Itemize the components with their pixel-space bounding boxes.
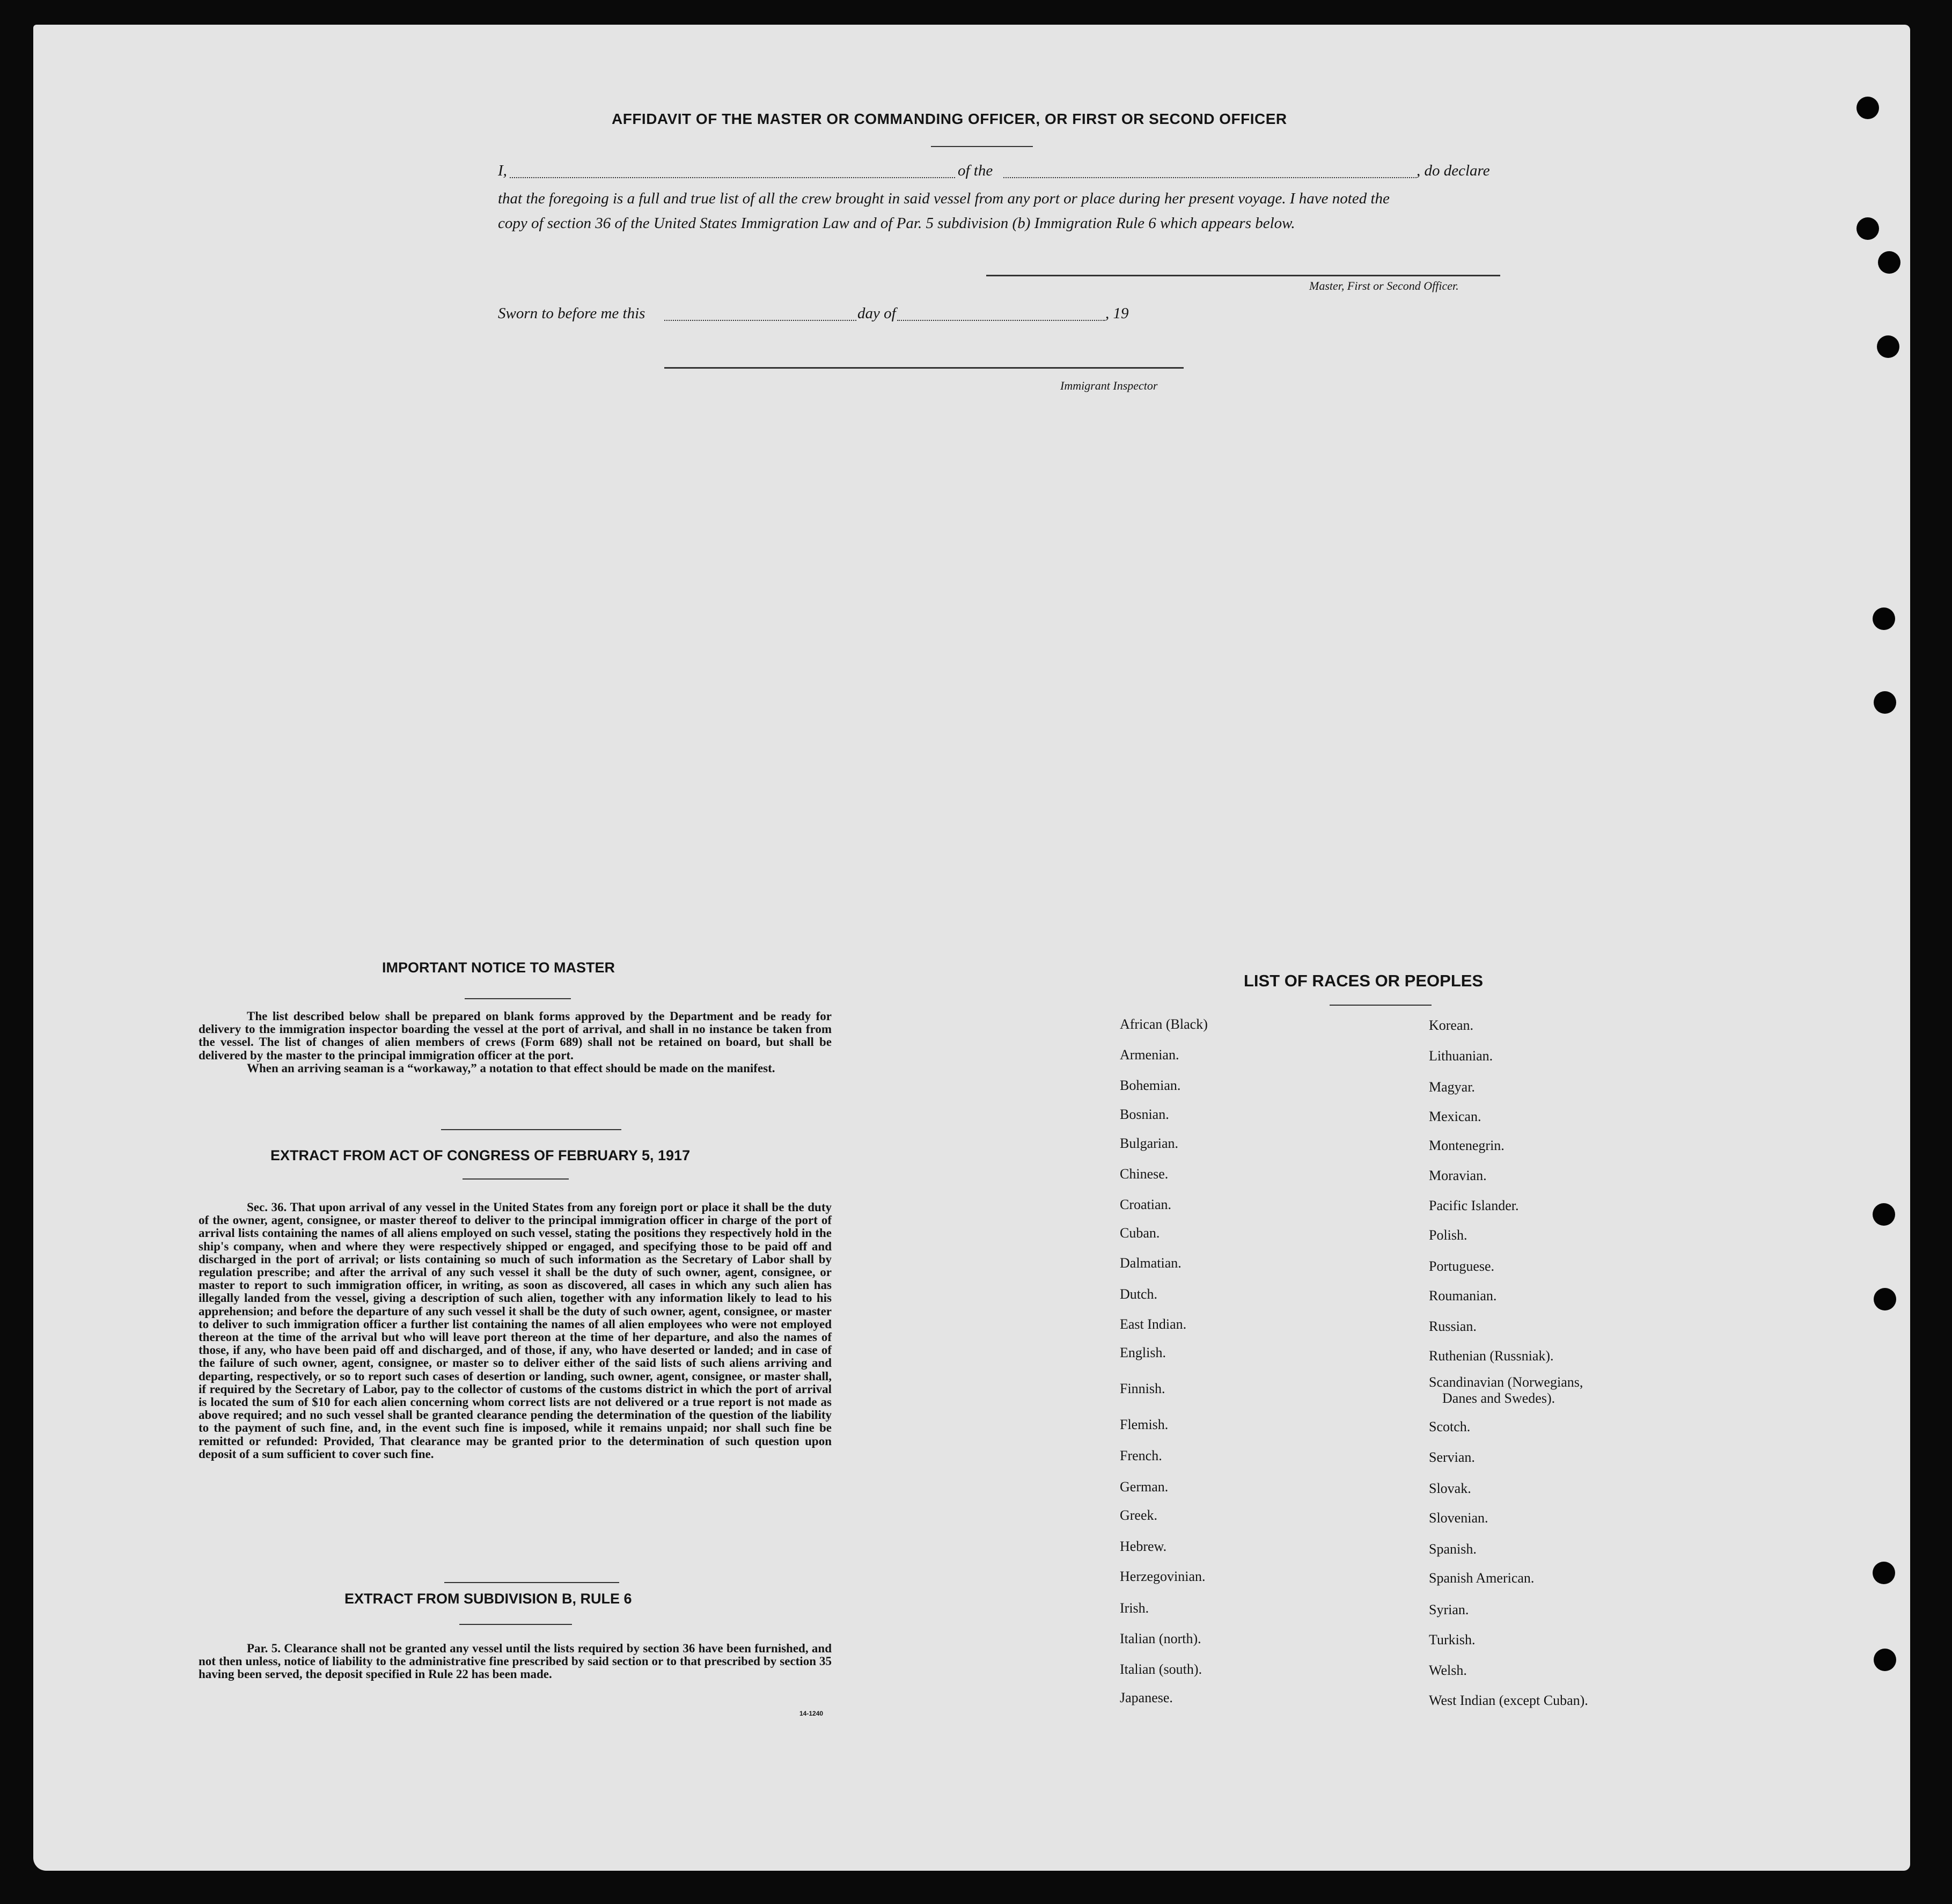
race-item: Cuban. — [1120, 1225, 1160, 1241]
race-item: Mexican. — [1429, 1109, 1481, 1124]
race-item: Greek. — [1120, 1507, 1158, 1523]
race-item: Japanese. — [1120, 1690, 1173, 1705]
race-item: French. — [1120, 1448, 1162, 1463]
race-item: African (Black) — [1120, 1016, 1208, 1032]
race-item: Slovenian. — [1429, 1510, 1488, 1526]
binder-hole — [1856, 97, 1879, 119]
binder-hole — [1878, 251, 1900, 274]
notice-text — [199, 1010, 832, 1075]
race-item: Servian. — [1429, 1449, 1475, 1465]
race-item: Syrian. — [1429, 1602, 1469, 1617]
race-item: Bohemian. — [1120, 1078, 1181, 1093]
binder-hole — [1874, 691, 1896, 714]
race-item: Spanish American. — [1429, 1570, 1535, 1586]
race-item: Polish. — [1429, 1227, 1467, 1243]
race-item: West Indian (except Cuban). — [1429, 1693, 1588, 1708]
race-item: Slovak. — [1429, 1481, 1471, 1496]
sworn-day-field[interactable] — [664, 320, 856, 321]
form-sheet — [33, 25, 1910, 1871]
race-item: Irish. — [1120, 1600, 1149, 1616]
notice-underline — [465, 998, 571, 999]
race-item: Welsh. — [1429, 1663, 1467, 1678]
section-divider — [444, 1582, 619, 1583]
act-extract-text — [199, 1201, 832, 1461]
do-declare-label: , do declare — [1417, 162, 1490, 179]
binder-hole — [1856, 217, 1879, 240]
day-of-label: day of — [857, 305, 896, 322]
race-item: Hebrew. — [1120, 1539, 1167, 1554]
race-item: Armenian. — [1120, 1047, 1179, 1063]
affidavit-line-2: that the foregoing is a full and true list of all the crew brought in said vessel from any port or place during her present voyage. I have noted the — [498, 190, 1390, 207]
binder-hole — [1877, 335, 1899, 358]
inspector-signature-line[interactable] — [664, 367, 1184, 369]
race-item: Dalmatian. — [1120, 1255, 1182, 1271]
declarant-name-field[interactable] — [510, 177, 955, 178]
races-list-title: LIST OF RACES OR PEOPLES — [1244, 971, 1484, 990]
affidavit-line-3: copy of section 36 of the United States Immigration Law and of Par. 5 subdivision (b) Immigration Rule 6 which appears below. — [498, 215, 1295, 232]
sworn-label: Sworn to before me this — [498, 305, 645, 322]
race-item: Scandinavian (Norwegians, — [1429, 1374, 1583, 1390]
race-item: Finnish. — [1120, 1381, 1165, 1396]
rule-extract-underline — [459, 1624, 572, 1625]
race-item: Magyar. — [1429, 1079, 1475, 1095]
paragraph-5-text: Par. 5. Clearance shall not be granted any vessel until the lists required by section 36 have been furnished, and not then unless, notice of liability to the administrative fine prescribed by said section or to that prescribed by section 35 having been served, the deposit specified in Rule 22 has been made. — [199, 1642, 832, 1681]
race-item: Dutch. — [1120, 1286, 1158, 1302]
act-extract-title: EXTRACT FROM ACT OF CONGRESS OF FEBRUARY 5, 1917 — [270, 1147, 691, 1163]
vessel-name-field[interactable] — [1003, 177, 1417, 178]
rule-extract-text — [199, 1642, 832, 1681]
race-item: Russian. — [1429, 1319, 1477, 1334]
year-label: , 19 — [1105, 305, 1129, 322]
title-underline — [931, 146, 1033, 147]
race-item: Moravian. — [1429, 1168, 1487, 1183]
binder-hole — [1874, 1288, 1896, 1310]
race-item: Scotch. — [1429, 1419, 1471, 1434]
rule-extract-title: EXTRACT FROM SUBDIVISION B, RULE 6 — [344, 1591, 632, 1607]
act-extract-underline — [463, 1178, 569, 1180]
notice-title: IMPORTANT NOTICE TO MASTER — [382, 960, 615, 976]
section-36-text: Sec. 36. That upon arrival of any vessel in the United States from any foreign port or place it shall be the duty of the owner, agent, consignee, or master thereof to deliver to the principal immigration officer in charge of the port of arrival lists containing the names of all aliens employed on such vessel, stating the positions they respectively hold in the ship's company, when and where they were respectively shipped or engaged, and specifying those to be paid off and discharged in the port of arrival; or lists containing so much of such information as the Secretary of Labor shall by regulation prescribe; and after the arrival of any such vessel it shall be the duty of such owner, agent, consignee, or master to report to such immigration officer, in writing, as soon as discovered, all cases in which any such alien has illegally landed from the vessel, giving a description of such alien, together with any information likely to lead to his apprehension; and before the departure of any such vessel it shall be the duty of such owner, agent, consignee, or master to deliver to such immigration officer a further list containing the names of all alien employees who were not employed thereon at the time of the arrival but who will leave port thereon at the time of her departure, and also the names of those, if any, who have been paid off and discharged, and of those, if any, who have deserted or landed; and in case of the failure of such owner, agent, consignee, or master so to deliver either of the said lists of such aliens arriving and departing, respectively, or so to report such cases of desertion or landing, such owner, agent, consignee, or master shall, if required by the Secretary of Labor, pay to the collector of customs of the customs district in which the port of arrival is located the sum of $10 for each alien concerning whom correct lists are not delivered or a true report is not made as above required; and no such vessel shall be granted clearance pending the determination of the question of the liability to the payment of such fine, and, in the event such fine is imposed, while it remains unpaid; nor shall such fine be remitted or refunded: Provided, That clearance may be granted prior to the determination of such question upon deposit of a sum sufficient to cover such fine. — [199, 1200, 832, 1461]
race-item: Croatian. — [1120, 1197, 1172, 1212]
binder-hole — [1874, 1649, 1896, 1671]
race-item: Pacific Islander. — [1429, 1198, 1519, 1213]
master-caption: Master, First or Second Officer. — [1309, 279, 1459, 292]
race-item: Chinese. — [1120, 1166, 1169, 1182]
race-item: Herzegovinian. — [1120, 1569, 1206, 1584]
race-item: Bosnian. — [1120, 1107, 1169, 1122]
race-item: Flemish. — [1120, 1417, 1169, 1432]
race-item: Roumanian. — [1429, 1288, 1497, 1303]
notice-paragraph-2: When an arriving seaman is a “workaway,” a notation to that effect should be made on the manifest. — [247, 1061, 775, 1075]
binder-hole — [1873, 607, 1895, 630]
race-item: English. — [1120, 1345, 1166, 1360]
race-item: Turkish. — [1429, 1632, 1476, 1647]
section-divider — [441, 1129, 621, 1130]
race-item: Korean. — [1429, 1017, 1474, 1033]
race-item: Bulgarian. — [1120, 1136, 1179, 1151]
race-item: Spanish. — [1429, 1541, 1477, 1557]
race-item: East Indian. — [1120, 1316, 1187, 1332]
races-title-underline — [1330, 1005, 1432, 1006]
race-item: Italian (north). — [1120, 1631, 1201, 1646]
notice-paragraph-1: The list described below shall be prepared on blank forms approved by the Department and be ready for delivery to the immigration inspector boarding the vessel at the port of arrival, and shall in no instance be taken from the vessel. The list of changes of alien members of crews (Form 689) shall not be retained on board, but shall be delivered by the master to the principal immigration officer at the port. — [199, 1009, 832, 1062]
race-item: Lithuanian. — [1429, 1048, 1493, 1064]
race-item: Portuguese. — [1429, 1258, 1495, 1274]
race-item: Italian (south). — [1120, 1661, 1202, 1677]
master-signature-line[interactable] — [986, 275, 1500, 276]
affidavit-title: AFFIDAVIT OF THE MASTER OR COMMANDING OFFICER, OR FIRST OR SECOND OFFICER — [612, 111, 1287, 127]
declarant-label: I, — [498, 162, 507, 179]
race-item: Danes and Swedes). — [1442, 1390, 1555, 1406]
race-item: Montenegrin. — [1429, 1138, 1505, 1153]
sworn-month-field[interactable] — [897, 320, 1105, 321]
race-item: German. — [1120, 1479, 1169, 1495]
binder-hole — [1873, 1203, 1895, 1226]
of-the-label: of the — [958, 162, 993, 179]
inspector-caption: Immigrant Inspector — [1060, 379, 1158, 392]
race-item: Ruthenian (Russniak). — [1429, 1348, 1554, 1364]
form-code: 14-1240 — [799, 1710, 824, 1717]
binder-hole — [1873, 1562, 1895, 1584]
